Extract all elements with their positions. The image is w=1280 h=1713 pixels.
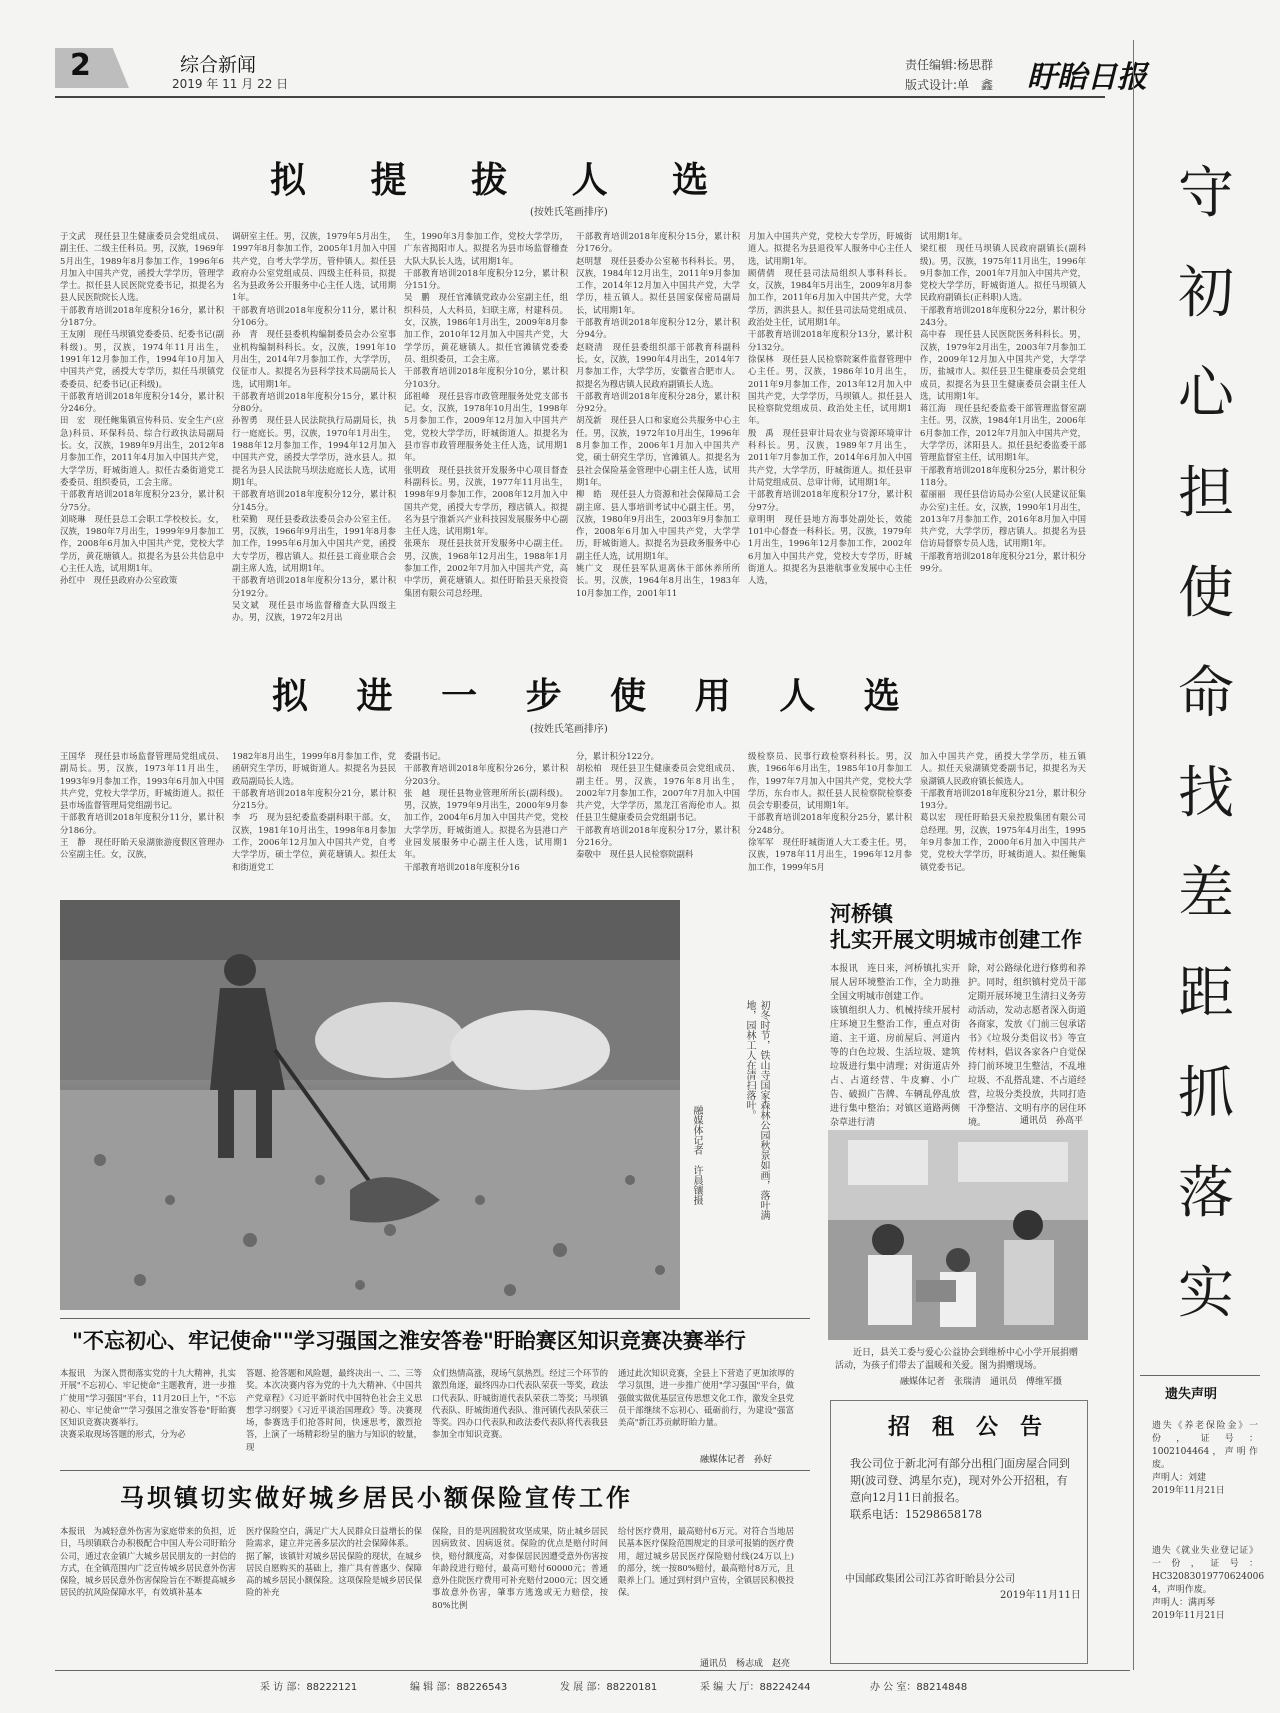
- photo-illustration: [60, 900, 680, 1310]
- right-rail-divider: [1133, 40, 1134, 1670]
- hq-article-column: 本报讯 连日来，河桥镇扎实开展人居环境整治工作，全力助推全国文明城市创建工作。 该镇组织人力、机械持续开展村庄环境卫生整治工作，重点对街道、主干道、房前屋后、河道内等的白色垃圾、生活垃圾、建筑垃圾进行集中清理；对街道店外占、占道经营、牛皮癣、小广告、破损广告牌、车辆乱停乱放进行集中整治；对镇区道路两侧杂草进行清: [830, 964, 960, 1128]
- lost-notice-item: 遗失《就业失业登记证》一份，证号：HC32083019770624006 4，声明作废。 声明人：满再琴 2019年11月21日: [1152, 1546, 1265, 1621]
- quiz-article-title: "不忘初心、牢记使命""学习强国之淮安答卷"盱眙赛区知识竞赛决赛举行: [72, 1329, 746, 1353]
- designer-credit: 版式设计:单 鑫: [905, 78, 994, 92]
- mb-article-title: 马坝镇切实做好城乡居民小额保险宣传工作: [120, 1484, 633, 1512]
- mb-top-rule: [60, 1470, 810, 1471]
- hq-article-column: 除，对公路绿化进行修剪和养护。同时，组织镇村党员干部定期开展环境卫生清扫义务劳动活动，发动志愿者深入街道各商家，发放《门前三包承诺书》《垃圾分类倡议书》等宣传材料，倡议各家各户自觉保持门前环境卫生整洁，不乱堆垃圾、不乱搭乱建、不占道经营，垃圾分类投放，共同打造干净整洁、文明有序的居住环境。: [968, 964, 1086, 1128]
- quiz-article-column: 答题、抢答题和风险题，最终决出一、二、三等奖。本次决赛内容为党的十九大精神、《中国共产党章程》《习近平新时代中国特色社会主义思想学习纲要》《习近平谈治国理政》等。决赛现场，参赛选手们抢答时间，快速思考，激烈抢答，上演了一场精彩纷呈的脑力与知识的较量，现: [246, 1368, 422, 1452]
- rent-notice-body: 我公司位于新北河有部分出租门面房屋合同到期(波司登、鸿星尔克)，现对外公开招租，有意向12月11日前报名。 联系电话：15298658178: [850, 1457, 1070, 1521]
- lost-notice-item: 遗失《养老保险金》一份，证号：1002104464，声明作废。 声明人：刘建 2019年11月21日: [1152, 1421, 1258, 1496]
- hq-article-byline: 通讯员 孙高平: [1020, 1116, 1084, 1126]
- quiz-article-column: 众们热情高涨，现场气氛热烈。经过三个环节的激烈角逐，最终四办口代表队荣获一等奖，政法口代表队、盱城街道代表队荣获二等奖；马坝镇代表队、盱城街道代表队、淮河镇代表队荣获三等奖。四办口代表队和政法委代表队将代表我县参加全市知识竞赛。: [432, 1368, 608, 1440]
- page-number-tab: [55, 48, 129, 88]
- slogan-char: 担: [1178, 461, 1234, 526]
- autumn-leaves-photo: [60, 900, 680, 1310]
- right-photo-credit: 融媒体记者 张瑞清 通讯员 傅维军摄: [900, 1377, 1063, 1387]
- rent-notice-title: 招 租 公 告: [888, 1415, 1043, 1440]
- promote-heading: 拟 提 拔 人 选: [270, 160, 735, 201]
- further-use-column: 分，累计积分122分。 胡松柏 现任县卫生健康委员会党组成员、副主任。男，汉族，1976年8月出生，2002年7月参加工作，2007年7月加入中国共产党，大学学历，黑龙江省海伦市人。拟任县卫生健康委员会党组副书记。 干部教育培训2018年度积分17分，累计积分216分。 秦敬中 现任县人民检察院副科: [576, 751, 740, 860]
- further-use-column: 1982年8月出生，1999年8月参加工作，党函研究生学历，盱城街道人。拟提名为县民政局副局长人选。 干部教育培训2018年度积分21分，累计积分215分。 李 巧 现为县纪委监委副科职干部。女，汉族，1981年10月出生，1998年8月参加工作，2006年12月加入中国共产党，自考大学学历，硕士学位，黄花塘镇人。拟任太和街道党工: [232, 751, 396, 872]
- slogan-char: 距: [1178, 961, 1234, 1026]
- left-photo-caption: 初冬时节，铁山寺国家森林公园秋景如画，落叶满地，园林工人在清扫落叶。: [744, 1000, 769, 1220]
- issue-date: 2019 年 11 月 22 日: [172, 77, 289, 91]
- quiz-article-byline: 融媒体记者 孙好: [700, 1455, 773, 1465]
- further-use-heading: 拟 进 一 步 使 用 人 选: [272, 676, 918, 717]
- section-name: 综合新闻: [180, 54, 257, 76]
- left-photo-credit: 融媒体记者 许晨镶摄: [691, 1105, 702, 1205]
- promote-note: (按姓氏笔画排序): [530, 207, 608, 218]
- further-use-column: 王国华 现任县市场监督管理局党组成员、副局长。男，汉族，1973年11月出生，1993年9月参加工作，1993年6月加入中国共产党，党校大学学历，盱城街道人。拟任县市场监督管理局党组副书记。 干部教育培训2018年度积分11分，累计积分186分。 王 静 现任盱眙天泉湖旅游度假区管理办公室副主任。女，汉族，: [60, 751, 224, 860]
- further-use-column: 委副书记。 干部教育培训2018年度积分26分，累计积分203分。 张 越 现任县物业管理所所长(副科级)。男，汉族，1979年9月出生，2000年9月参加工作，2004年6月加入中国共产党，党校大学学历，盱城街道人。拟提名为县港口产业园发展服务中心副主任人选，试用期1年。 干部教育培训2018年度积分16: [404, 751, 568, 872]
- promote-column: 月加入中国共产党，党校大专学历，盱城街道人。拟提名为县退役军人服务中心主任人选，试用期1年。 顾倩倩 现任县司法局组织人事科科长。女，汉族，1984年5月出生，2009年8月参加工作，2011年6月加入中国共产党，大学学历，泗洪县人。拟任县司法局党组成员、政治处主任，试用期1年。 干部教育培训2018年度积分13分，累计积分132分。 徐保林 现任县人民检察院案件监督管理中心主任。男，汉族，1986年10月出生，2011年9月参加工作，2013年12月加入中国共产党，大学学历，马坝镇人。拟任县人民检察院党组成员、政治处主任，试用期1年。 殷 禹 现任县审计局农业与资源环境审计科科长。男，汉族，1989年7月出生，2011年7月参加工作，2014年6月加入中国共产党，大学学历，盱城街道人。拟任县审计局党组成员、总审计师，试用期1年。 干部教育培训2018年度积分17分，累计积分97分。 章明明 现任县地方海事处副处长，效能101中心督查一科科长。男，汉族，1979年1月出生，1996年12月参加工作，2002年6月加入中国共产党，党校大专学历，盱城街道人。拟提名为县港航事业发展中心主任人选，: [748, 231, 912, 586]
- donation-photo: [828, 1130, 1088, 1340]
- page-number: 2: [70, 48, 91, 83]
- hq-article-title-2: 扎实开展文明城市创建工作: [830, 928, 1082, 952]
- hq-article-title-1: 河桥镇: [830, 902, 893, 926]
- footer-contact: 采 访 部：88222121: [260, 1682, 358, 1693]
- slogan-char: 心: [1178, 361, 1234, 426]
- quiz-article-column: 本报讯 为深入贯彻落实党的十九大精神，扎实开展"不忘初心、牢记使命"主题教育，进一步推广使用"学习强国"平台，11月20日上午，"不忘初心、牢记使命""学习强国之淮安答卷"盱眙赛区知识竞赛决赛举行。 决赛采取现场答题的形式，分为必: [60, 1368, 236, 1440]
- mb-article-column: 医疗保险空白，满足广大人民群众日益增长的保险需求，建立并完善多层次的社会保障体系。 据了解，该镇针对城乡居民保险的现状，在城乡居民自愿购买的基础上，推广具有普惠少、保障高的城乡居民小额保险。这项保险是城乡居民保险的补充: [246, 1526, 422, 1598]
- editor-credit: 责任编辑:杨思群: [905, 58, 994, 72]
- mb-article-column: 保险，目的是巩固脱贫攻坚成果，防止城乡居民因病致贫、因病返贫。保险的优点是赔付时间快，赔付额度高，对参保居民因遭受意外伤害按年龄段进行赔付，最高可赔付60000元；普通意外住院医疗费用可补充赔付2000元；因交通事故意外伤害，肇事方逃逸或无力赔偿，按80%比例: [432, 1526, 608, 1610]
- mb-article-column: 给付医疗费用，最高赔付6万元。对符合当地居民基本医疗保险范围规定的目录可报销的医疗费用，超过城乡居民医疗保险赔付线(24万以上)的部分，统一按80%赔付，最高赔付8万元，且限养上门。通过到村到户宣传，全镇居民积极投保。: [618, 1526, 794, 1598]
- footer-contact: 发 展 部：88220181: [560, 1682, 658, 1693]
- header-rule: [55, 96, 1105, 98]
- quiz-top-rule: [60, 1318, 810, 1319]
- quiz-article-column: 通过此次知识竞赛，全县上下营造了更加浓厚的学习氛围，进一步推广使用"学习强国"平台，做强做实做优基层宣传思想文化工作，激发全县党员干部继续不忘初心、砥砺前行，为建设"强富美高"新江苏贡献盱眙力量。: [618, 1368, 794, 1428]
- promote-column: 于文武 现任县卫生健康委员会党组成员、副主任、二级主任科员。男，汉族，1969年5月出生，1989年8月参加工作，1996年6月加入中国共产党，函授大学学历，管理学学士。拟任县人民医院党委书记，拟提名为县人民医院院长人选。 干部教育培训2018年度积分16分，累计积分187分。 王友刚 现任马坝镇党委委员、纪委书记(副科级)。男，汉族，1974年11月出生，1991年12月参加工作，1994年10月加入中国共产党，函授大专学历，拟任马坝镇党委委员、纪委书记(正科级)。 干部教育培训2018年度积分14分，累计积分246分。 田 宏 现任鲍集镇宣传科员、安全生产(应急)科员、环保科员、综合行政执法局副局长。女，汉族，1989年9月出生，2012年8月参加工作，2011年4月加入中国共产党，大学学历，盱城街道人。拟任古桑街道党工委委员、组织委员，工会主席。 干部教育培训2018年度积分23分，累计积分75分。 刘晓琳 现任县总工会职工学校校长。女，汉族，1980年7月出生，1999年9月参加工作，2008年6月加入中国共产党，党校大学学历，黄花塘镇人。拟提名为县公共信息中心主任人选，试用期1年。 孙红中 现任县政府办公室政策: [60, 231, 224, 586]
- mb-article-byline: 通讯员 杨志成 赵亮: [700, 1659, 791, 1669]
- promote-column: 生，1990年3月参加工作，党校大学学历，广东省揭阳市人。拟提名为县市场监督稽查大队大队长人选，试用期1年。 干部教育培训2018年度积分12分，累计积分151分。 吴 鹏 现任官滩镇党政办公室副主任，组织科员，人大科员，妇联主席，村建科员。女，汉族，1986年1月出生，2009年8月参加工作，2010年12月加入中国共产党，大学学历，黄花塘镇人。拟任官滩镇党委委员、组织委员，工会主席。 干部教育培训2018年度积分10分，累计积分103分。 邱祖峰 现任县容市政管理服务处党支部书记。女，汉族，1978年10月出生，1998年5月参加工作，2009年12月加入中国共产党，党校大学学历，盱城街道人。拟提名为县市容市政管理服务处主任人选，试用期1年。 张明政 现任县扶贫开发服务中心项目督查科副科长。男，汉族，1977年11月出生，1998年9月参加工作，2008年12月加入中国共产党，函授大专学历，穆店镇人。拟提名为县宁淮新兴产业科技园发展服务中心副主任人选，试用期1年。 张瑛东 现任县扶贫开发服务中心副主任。男，汉族，1968年12月出生，1988年1月参加工作，2002年7月加入中国共产党，高中学历，黄花塘镇人。拟任盱眙县天泉投资集团有限公司总经理。: [404, 231, 568, 598]
- footer-contact: 办 公 室：88214848: [870, 1682, 968, 1693]
- slogan-char: 使: [1178, 561, 1234, 626]
- slogan-char: 抓: [1178, 1061, 1234, 1126]
- further-use-column: 加入中国共产党，函授大学学历，桂五镇人。拟任天泉湖镇党委副书记，拟提名为天泉湖镇人民政府镇长候选人。 干部教育培训2018年度积分21分，累计积分193分。 葛以宏 现任盱眙县天泉控股集团有限公司总经理。男，汉族，1975年4月出生，1995年9月参加工作，2000年6月加入中国共产党，党校大学学历，盱城街道人。拟任鲍集镇党委书记。: [920, 751, 1086, 872]
- slogan-char: 找: [1178, 761, 1234, 826]
- slogan-column: [1166, 161, 1246, 1372]
- slogan-char: 命: [1178, 661, 1234, 726]
- rent-notice-date: 2019年11月11日: [1000, 1590, 1081, 1601]
- promote-column: 试用期1年。 梁红根 现任马坝镇人民政府副镇长(副科级)。男，汉族，1975年11月出生，1996年9月参加工作，2001年7月加入中国共产党，党校大学学历，盱城街道人。拟任马坝镇人民政府副镇长(正科职)人选。 干部教育培训2018年度积分22分，累计积分243分。 高中春 现任县人民医院医务科科长。男，汉族，1979年2月出生，2003年7月参加工作，2009年12月加入中国共产党，大学学历，盐城市人。拟任县卫生健康委员会党组成员，拟提名为县卫生健康委员会副主任人选，试用期1年。 蒋江海 现任县纪委监委干部管理监督室副主任。男，汉族，1984年1月出生，2006年6月参加工作，2012年7月加入中国共产党，大学学历，沭阳县人。拟任县纪委监委干部管理监督室主任，试用期1年。 干部教育培训2018年度积分25分，累计积分118分。 翟丽丽 现任县信访局办公室(人民建议征集办公室)主任。女，汉族，1990年1月出生，2013年7月参加工作，2016年8月加入中国共产党，大学学历，穆店镇人。拟提名为县信访局督察专员人选，试用期1年。 干部教育培训2018年度积分21分，累计积分99分。: [920, 231, 1086, 574]
- rent-notice-company: 中国邮政集团公司江苏省盱眙县分公司: [845, 1574, 1015, 1585]
- slogan-char: 实: [1178, 1261, 1234, 1326]
- footer-contact: 采 编 大 厅：88224244: [700, 1682, 811, 1693]
- lost-notice-title: 遗失声明: [1165, 1387, 1218, 1402]
- further-use-note: (按姓氏笔画排序): [530, 724, 608, 735]
- slogan-char: 落: [1178, 1161, 1234, 1226]
- masthead-logo: 盱眙日报: [1027, 60, 1147, 95]
- further-use-column: 级检察员、民事行政检察科科长。男，汉族，1966年6月出生，1985年10月参加工作，1997年7月加入中国共产党，党校大学学历，东台市人。拟任县人民检察院检察委员会专职委员，试用期1年。 干部教育培训2018年度积分25分，累计积分248分。 徐军军 现任盱城街道人大工委主任。男，汉族，1978年11月出生，1996年12月参加工作，1999年5月: [748, 751, 912, 872]
- promote-column: 干部教育培训2018年度积分15分，累计积分176分。 赵明慧 现任县委办公室秘书科科长。男，汉族，1984年12月出生，2011年9月参加工作，2014年12月加入中国共产党，大学学历，桂五镇人。拟任县国家保密局副局长，试用期1年。 干部教育培训2018年度积分12分，累计积分94分。 赵晓清 现任县委组织部干部教育科副科长。女，汉族，1990年4月出生，2014年7月参加工作，大学学历，安徽省合肥市人。拟提名为穆店镇人民政府副镇长人选。 干部教育培训2018年度积分28分，累计积分92分。 胡茂新 现任县人口和家庭公共服务中心主任。男，汉族，1972年10月出生，1996年8月参加工作，2006年1月加入中国共产党，硕士研究生学历，官滩镇人。拟提名为县社会保险基金管理中心副主任人选，试用期1年。 柳 皓 现任县人力资源和社会保障局工会副主席、县人事培训考试中心副主任。男，汉族，1980年9月出生，2003年9月参加工作，2008年6月加入中国共产党，大学学历，盱城街道人。拟提名为县政务服务中心副主任人选，试用期1年。 姚广文 现任县军队退离休干部休养所所长。男，汉族，1964年8月出生，1983年10月参加工作，2001年11: [576, 231, 740, 598]
- footer-contact: 编 辑 部：88226543: [410, 1682, 508, 1693]
- promote-column: 调研室主任。男，汉族，1979年5月出生，1997年8月参加工作，2005年1月加入中国共产党，自考大学学历，管仲镇人。拟任县政府办公室党组成员、四级主任科员，拟提名为县政务公开服务中心主任人选，试用期1年。 干部教育培训2018年度积分11分，累计积分106分。 孙 青 现任县委机构编制委员会办公室事业机构编制科科长。女，汉族，1991年10月出生，2014年7月参加工作，大学学历，仪征市人。拟提名为县科学技术局副局长人选，试用期1年。 干部教育培训2018年度积分15分，累计积分80分。 孙智勇 现任县人民法院执行局副局长，执行一庭庭长。男，汉族，1970年1月出生，1988年12月参加工作，1994年12月加入中国共产党，函授大学学历，涟水县人。拟提名为县人民法院马坝法庭庭长人选，试用期1年。 干部教育培训2018年度积分12分，累计积分145分。 杜荣勤 现任县委政法委员会办公室主任。男，汉族，1966年9月出生，1991年8月参加工作，1995年6月加入中国共产党，函授大专学历，穆店镇人。拟任县工商业联合会副主席人选，试用期1年。 干部教育培训2018年度积分13分，累计积分192分。 吴文斌 现任县市场监督稽查大队四级主办。男，汉族，1972年2月出: [232, 231, 396, 623]
- slogan-char: 差: [1178, 861, 1234, 926]
- mb-article-column: 本报讯 为减轻意外伤害为家庭带来的负担，近日，马坝镇联合办积极配合中国人寿公司盱眙分公司，通过农金镇广大城乡居民朋友的一封信的方式，在全镇范围内广泛宣传城乡居民意外伤害保险，城乡居民意外伤害保险旨在不断提高城乡居民的抗风险保障水平，有效填补基本: [60, 1526, 236, 1598]
- right-photo-caption: 近日，县关工委与爱心公益协会到维桥中心小学开展捐赠活动，为孩子们带去了温暖和关爱。图为捐赠现场。: [835, 1348, 1079, 1371]
- slogan-char: 初: [1178, 261, 1234, 326]
- lost-notice-rule: [1140, 1375, 1260, 1376]
- photo-illustration: [828, 1130, 1088, 1340]
- footer-rule: [55, 1670, 1130, 1671]
- slogan-char: 守: [1178, 161, 1234, 226]
